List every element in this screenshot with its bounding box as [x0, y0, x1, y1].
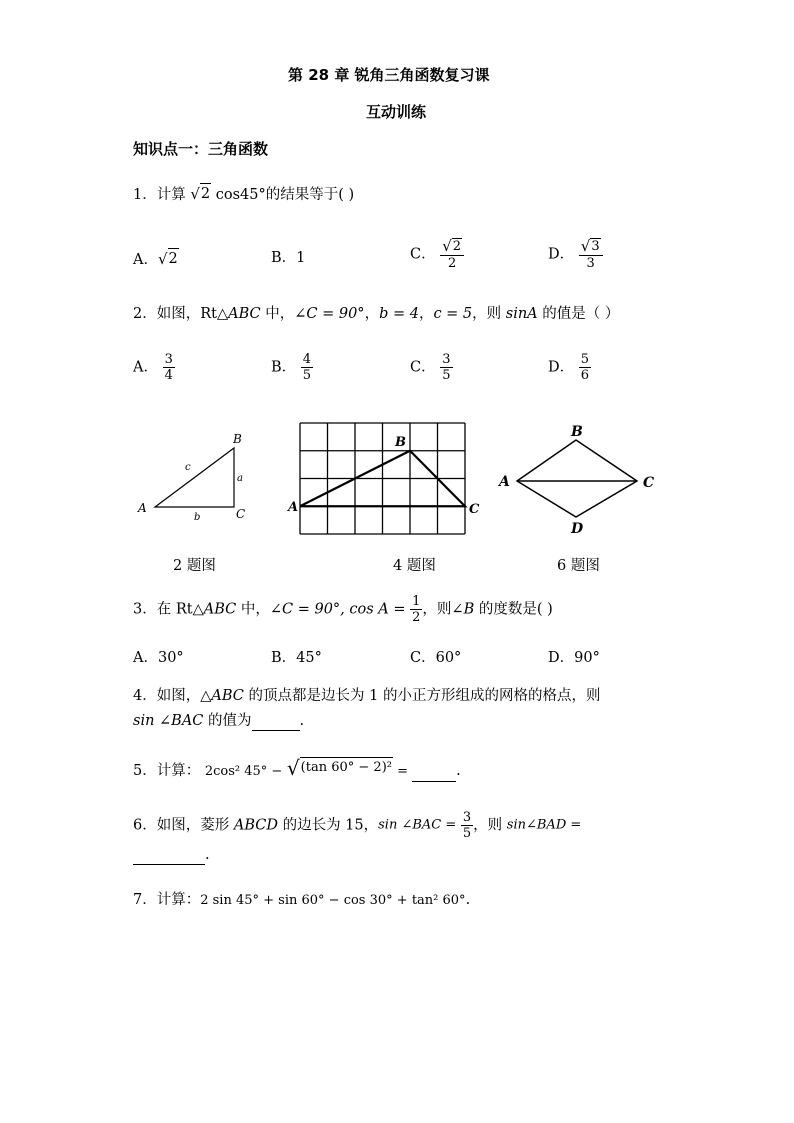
- question-1: [133, 183, 354, 205]
- question-6-line-1: 6．如图，菱形 ABCD 的边长为 15，sin ∠BAC = $\frac{3}{5}$ ，则 sin∠BAD =: [133, 810, 582, 841]
- figure-6-caption: 6 题图: [557, 558, 600, 574]
- q5-answer-blank[interactable]: [412, 765, 456, 782]
- vertex-b-label: B: [233, 432, 242, 446]
- grid-lines: [300, 423, 465, 534]
- q3-option-c: C．60°: [410, 650, 462, 666]
- q2-option-d: D． $\frac{5}{6}$: [548, 352, 590, 383]
- question-5: 5．计算： 2cos² 45° − √ (tan 60° − 2)² = .: [133, 756, 461, 780]
- q3-option-b: B．45°: [271, 650, 322, 666]
- q3-option-d: D．90°: [548, 650, 600, 666]
- figure-6-rhombus: [495, 420, 665, 540]
- q1-option-b: B．1: [271, 250, 306, 266]
- section-title: 知识点一：三角函数: [133, 140, 269, 158]
- figure-2-caption: 2 题图: [173, 558, 216, 574]
- question-7: 7．计算：2 sin 45° + sin 60° − cos 30° + tan² 60°.: [133, 892, 471, 908]
- question-6-line-2: .: [133, 845, 210, 865]
- vertex-a-label: A: [138, 501, 147, 515]
- q1-option-a: A． √ 2: [133, 250, 178, 268]
- vertex-c-label: C: [236, 507, 246, 521]
- q6-answer-blank[interactable]: [133, 848, 205, 865]
- question-4-line-1: 4．如图，△ABC 的顶点都是边长为 1 的小正方形组成的网格的格点，则: [133, 688, 601, 704]
- side-a-label: a: [237, 473, 243, 484]
- question-3: 3．在 Rt△ABC 中，∠C = 90°, cos A = $\frac{1}{2}$ ，则∠B 的度数是( ): [133, 594, 553, 625]
- vertex-a-label: A: [499, 474, 510, 490]
- q1-number: 1．计算: [133, 187, 186, 203]
- figure-2-right-triangle: [135, 428, 255, 523]
- rhombus-abcd: [517, 440, 637, 517]
- vertex-d-label: D: [571, 521, 584, 537]
- q2-option-b: B． $\frac{4}{5}$: [271, 352, 312, 383]
- triangle-shape: [155, 448, 234, 507]
- figure-4-grid-triangle: [284, 418, 484, 540]
- side-b-label: b: [194, 512, 201, 523]
- q2-option-c: C． $\frac{3}{5}$: [410, 352, 451, 383]
- q2-option-a: A． $\frac{3}{4}$: [133, 352, 173, 383]
- side-c-label: c: [185, 462, 191, 473]
- figure-4-caption: 4 题图: [393, 558, 436, 574]
- chapter-title: 第 28 章 锐角三角函数复习课: [288, 66, 490, 84]
- chapter-subtitle: 互动训练: [366, 103, 427, 121]
- vertex-c-label: C: [643, 475, 655, 491]
- q4-answer-blank[interactable]: [252, 714, 300, 731]
- vertex-a-label: A: [288, 500, 299, 515]
- q1-tail: 的结果等于( ): [265, 187, 355, 203]
- question-4-line-2: sin ∠BAC 的值为 .: [133, 713, 305, 729]
- vertex-b-label: B: [571, 424, 583, 440]
- vertex-b-label: B: [395, 435, 406, 450]
- q3-option-a: A．30°: [133, 650, 184, 666]
- q1-expression: cos45°: [215, 187, 266, 203]
- q1-option-d: D． √ 3 3: [548, 238, 603, 271]
- q1-option-c: C． √ 2 2: [410, 238, 464, 271]
- vertex-c-label: C: [469, 502, 480, 517]
- question-2: 2．如图，Rt△ABC 中，∠C = 90°，b = 4，c = 5，则 sinA 的值是（ ）: [133, 306, 620, 322]
- q1-sqrt: √ 2: [190, 185, 211, 203]
